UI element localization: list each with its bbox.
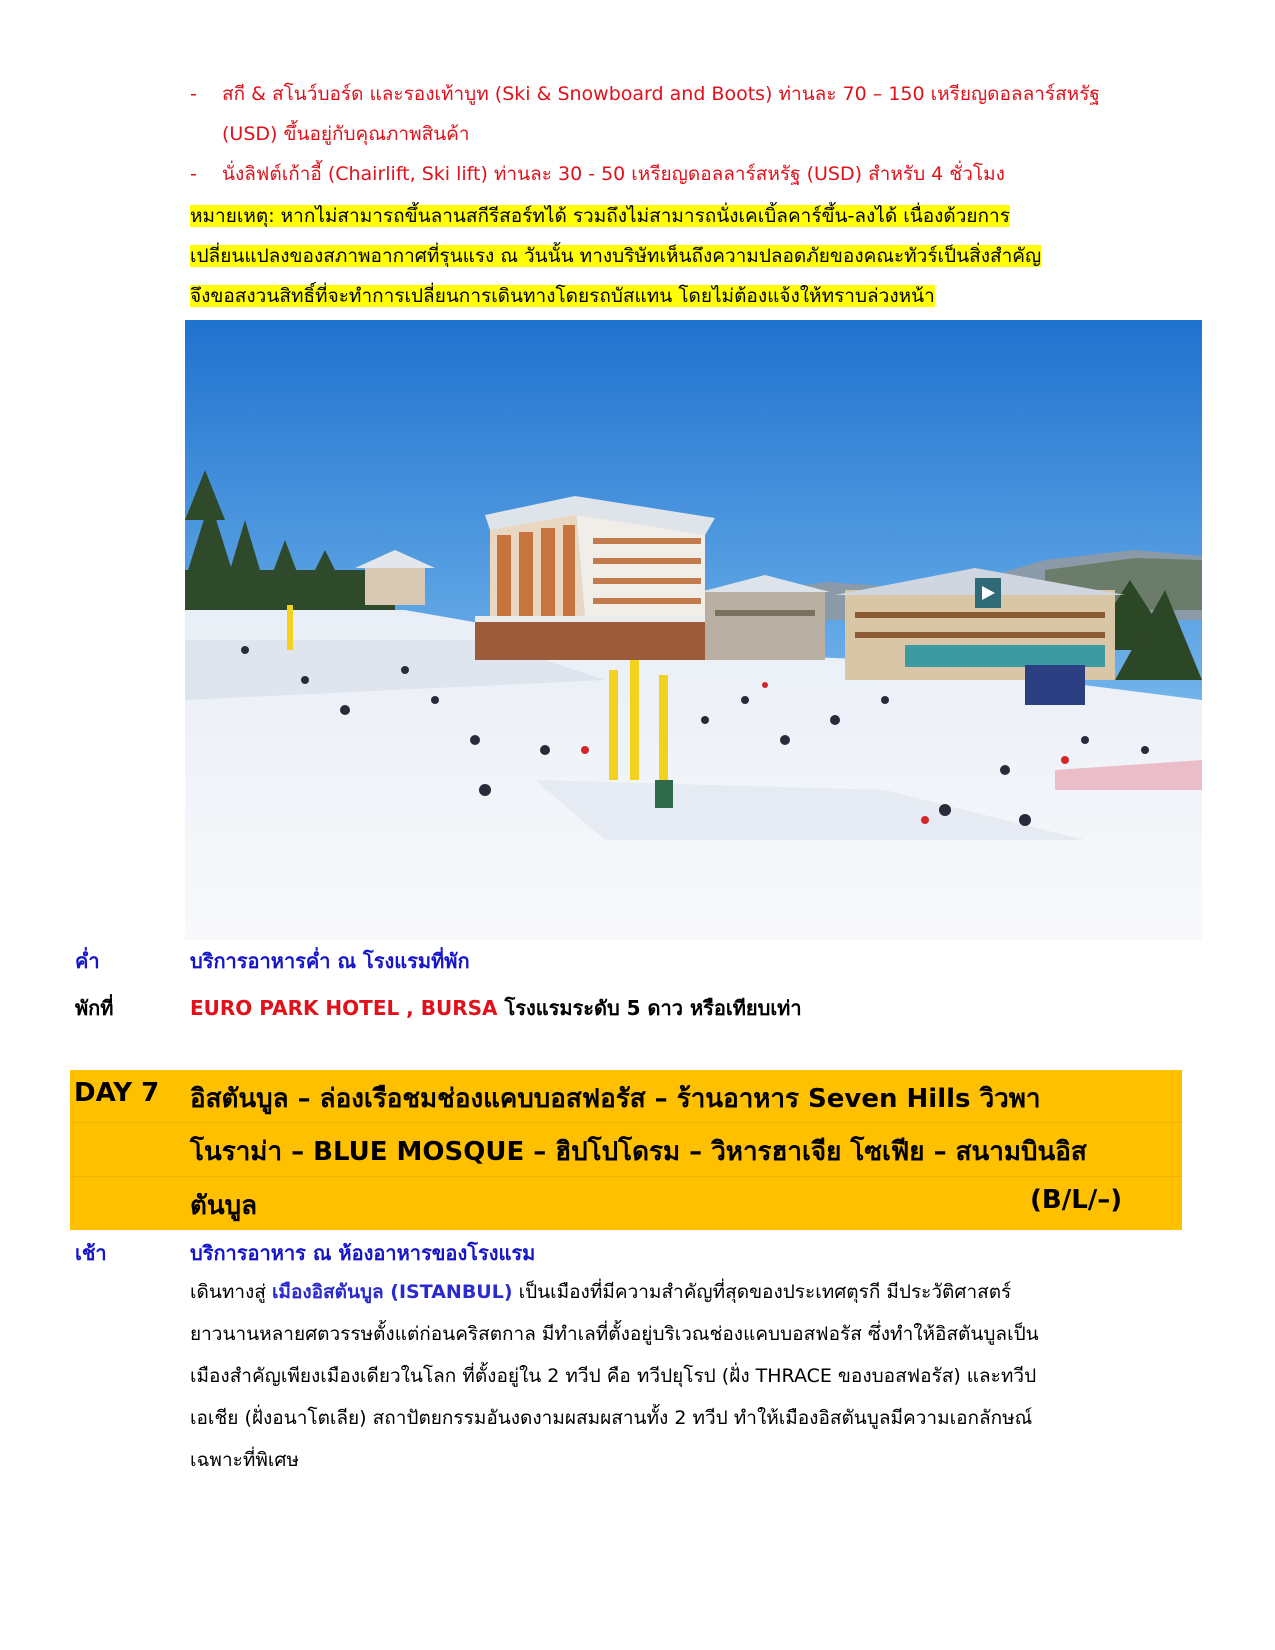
bullet-ski-rental-cont: (USD) ขึ้นอยู่กับคุณภาพสินค้า xyxy=(222,123,470,145)
day-title-line-2: โนราม่า – BLUE MOSQUE – ฮิปโปโดรม – วิหารฮาเจีย โซเฟีย – สนามบินอิส xyxy=(190,1137,1087,1167)
istanbul-highlight: เมืองอิสตันบูล (ISTANBUL) xyxy=(271,1281,513,1303)
paragraph-line-1: เดินทางสู่ เมืองอิสตันบูล (ISTANBUL) เป็นเมืองที่มีความสำคัญที่สุดของประเทศตุรกี มีประวัติศาสตร์ xyxy=(190,1281,1012,1303)
hotel-rating: โรงแรมระดับ 5 ดาว หรือเทียบเท่า xyxy=(504,996,802,1020)
note-line-2: เปลี่ยนแปลงของสภาพอากาศที่รุนแรง ณ วันนั้น ทางบริษัทเห็นถึงความปลอดภัยของคณะทัวร์เป็นสิ่งสำคัญ xyxy=(190,245,1042,267)
ski-resort-photo xyxy=(185,320,1202,940)
day-meals: (B/L/–) xyxy=(1030,1185,1123,1215)
bullet-text: นั่งลิฟต์เก้าอี้ (Chairlift, Ski lift) ท่านละ 30 - 50 เหรียญดอลลาร์สหรัฐ (USD) สำหรับ 4 ชั่วโมง xyxy=(222,163,1005,185)
note-line-1: หมายเหตุ: หากไม่สามารถขึ้นลานสกีรีสอร์ทได้ รวมถึงไม่สามารถนั่งเคเบิ้ลคาร์ขึ้น-ลงได้ เนื่องด้วยการ xyxy=(190,205,1010,227)
hotel-name: EURO PARK HOTEL , BURSA xyxy=(190,996,498,1020)
bullet-text: สกี & สโนว์บอร์ด และรองเท้าบูท (Ski & Snowboard and Boots) ท่านละ 70 – 150 เหรียญดอลลาร์สหรัฐ xyxy=(222,83,1100,105)
breakfast-text: บริการอาหาร ณ ห้องอาหารของโรงแรม xyxy=(190,1241,536,1265)
dinner-text: บริการอาหารค่ำ ณ โรงแรมที่พัก xyxy=(190,949,470,973)
day-title-line-1: อิสตันบูล – ล่องเรือชมช่องแคบบอสฟอรัส – ร้านอาหาร Seven Hills วิวพา xyxy=(190,1084,1041,1114)
day-number: DAY 7 xyxy=(74,1078,160,1108)
stay-label: พักที่ xyxy=(75,996,114,1020)
bullet-ski-rental xyxy=(190,74,1100,114)
bullet-dash: - xyxy=(190,83,197,105)
bullet-dash: - xyxy=(190,163,197,185)
breakfast-label: เช้า xyxy=(75,1241,107,1265)
dinner-label: ค่ำ xyxy=(75,949,100,973)
day-title-line-3: ตันบูล xyxy=(190,1191,258,1221)
paragraph-line-2: ยาวนานหลายศตวรรษตั้งแต่ก่อนคริสตกาล มีทำเลที่ตั้งอยู่บริเวณช่องแคบบอสฟอรัส ซึ่งทำให้อิสตันบูลเป็น xyxy=(190,1323,1039,1345)
paragraph-line-4: เอเชีย (ฝั่งอนาโตเลีย) สถาปัตยกรรมอันงดงามผสมผสานทั้ง 2 ทวีป ทำให้เมืองอิสตันบูลมีความเอกลักษณ์ xyxy=(190,1407,1033,1429)
note-line-3: จึงขอสงวนสิทธิ์ที่จะทำการเปลี่ยนการเดินทางโดยรถบัสแทน โดยไม่ต้องแจ้งให้ทราบล่วงหน้า xyxy=(190,285,935,307)
bullet-chairlift xyxy=(190,154,1005,194)
paragraph-line-3: เมืองสำคัญเพียงเมืองเดียวในโลก ที่ตั้งอยู่ใน 2 ทวีป คือ ทวีปยุโรป (ฝั่ง THRACE ของบอสฟอรัส) และทวีป xyxy=(190,1365,1037,1387)
paragraph-line-5: เฉพาะที่พิเศษ xyxy=(190,1449,299,1471)
stay-info xyxy=(190,992,802,1024)
